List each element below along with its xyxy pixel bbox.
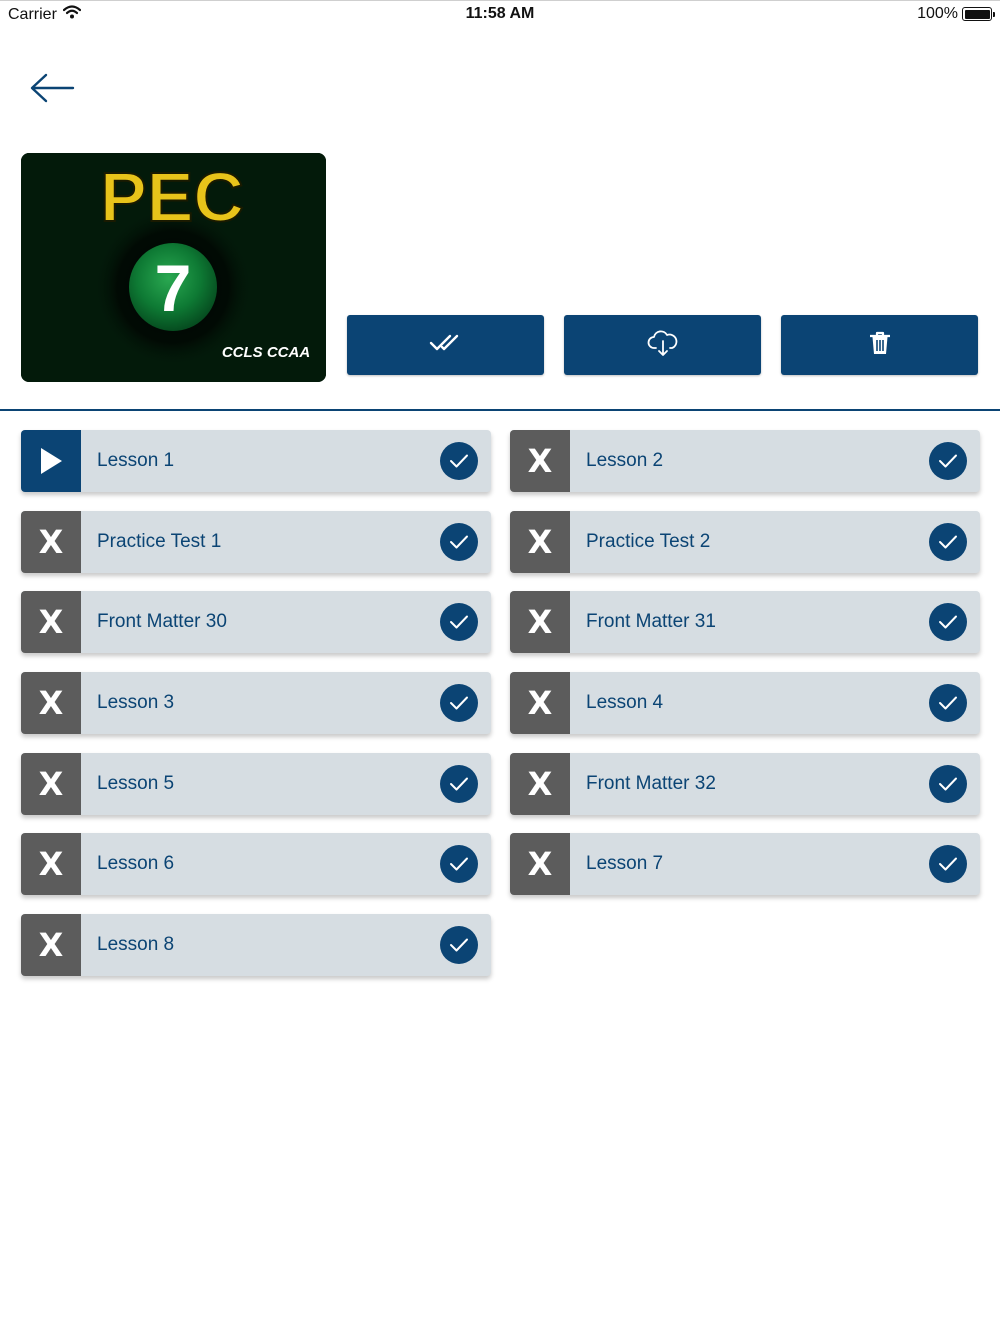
wifi-icon — [63, 5, 81, 24]
status-carrier — [8, 5, 81, 24]
check-circle-icon[interactable] — [440, 845, 478, 883]
battery-icon — [962, 7, 992, 21]
lesson-item[interactable] — [510, 430, 980, 492]
back-button[interactable] — [28, 72, 76, 108]
lesson-item[interactable] — [21, 914, 491, 976]
x-icon[interactable]: X — [21, 833, 81, 895]
lesson-item[interactable] — [21, 591, 491, 653]
x-icon[interactable]: X — [21, 591, 81, 653]
lesson-label: Front Matter 32 — [586, 773, 716, 794]
x-icon[interactable]: X — [21, 753, 81, 815]
check-circle-icon[interactable] — [929, 845, 967, 883]
lesson-label: Lesson 2 — [586, 450, 664, 471]
status-time: 11:58 AM — [465, 5, 535, 22]
trash-icon — [868, 330, 892, 361]
lesson-label: Front Matter 31 — [586, 611, 716, 632]
check-circle-icon[interactable] — [440, 603, 478, 641]
lesson-label: Lesson 8 — [97, 934, 175, 955]
status-battery-group — [917, 5, 992, 23]
lesson-item[interactable] — [510, 833, 980, 895]
arrow-left-icon — [29, 72, 75, 109]
lesson-item[interactable] — [510, 672, 980, 734]
battery-percent: 100% — [917, 5, 958, 22]
download-button[interactable] — [564, 315, 761, 375]
play-icon[interactable] — [21, 430, 81, 492]
header-divider — [0, 409, 1000, 411]
lesson-label: Practice Test 2 — [586, 531, 711, 552]
lesson-item[interactable] — [510, 753, 980, 815]
lesson-label: Lesson 3 — [97, 692, 175, 713]
x-icon[interactable]: X — [21, 672, 81, 734]
check-circle-icon[interactable] — [929, 684, 967, 722]
carrier-label: Carrier — [8, 5, 57, 23]
x-icon[interactable]: X — [510, 672, 570, 734]
lesson-label: Lesson 5 — [97, 773, 175, 794]
check-circle-icon[interactable] — [440, 523, 478, 561]
lesson-label: Front Matter 30 — [97, 611, 227, 632]
lesson-label: Lesson 1 — [97, 450, 175, 471]
lesson-item[interactable] — [21, 672, 491, 734]
x-icon[interactable]: X — [510, 430, 570, 492]
cover-grade: 7 — [154, 251, 192, 325]
cover-logos: CCLS CCAA — [221, 344, 311, 361]
check-circle-icon[interactable] — [929, 523, 967, 561]
lesson-item[interactable] — [21, 511, 491, 573]
x-icon[interactable]: X — [510, 833, 570, 895]
check-circle-icon[interactable] — [440, 684, 478, 722]
check-circle-icon[interactable] — [440, 442, 478, 480]
check-circle-icon[interactable] — [440, 926, 478, 964]
cloud-download-icon — [647, 329, 679, 362]
lesson-item[interactable] — [510, 591, 980, 653]
check-circle-icon[interactable] — [929, 442, 967, 480]
check-circle-icon[interactable] — [929, 603, 967, 641]
lesson-label: Practice Test 1 — [97, 531, 222, 552]
lesson-label: Lesson 7 — [586, 853, 664, 874]
lesson-label: Lesson 6 — [97, 853, 175, 874]
lesson-label: Lesson 4 — [586, 692, 664, 713]
mark-all-button[interactable] — [347, 315, 544, 375]
cover-title: PEC — [100, 158, 244, 236]
x-icon[interactable]: X — [21, 511, 81, 573]
lesson-item[interactable] — [510, 511, 980, 573]
lesson-item[interactable] — [21, 753, 491, 815]
book-cover — [21, 153, 326, 382]
lesson-item[interactable] — [21, 833, 491, 895]
double-check-icon — [429, 332, 463, 359]
delete-button[interactable] — [781, 315, 978, 375]
check-circle-icon[interactable] — [929, 765, 967, 803]
x-icon[interactable]: X — [510, 511, 570, 573]
x-icon[interactable]: X — [510, 753, 570, 815]
check-circle-icon[interactable] — [440, 765, 478, 803]
x-icon[interactable]: X — [510, 591, 570, 653]
x-icon[interactable]: X — [21, 914, 81, 976]
status-bar — [0, 0, 1000, 28]
lesson-item[interactable] — [21, 430, 491, 492]
